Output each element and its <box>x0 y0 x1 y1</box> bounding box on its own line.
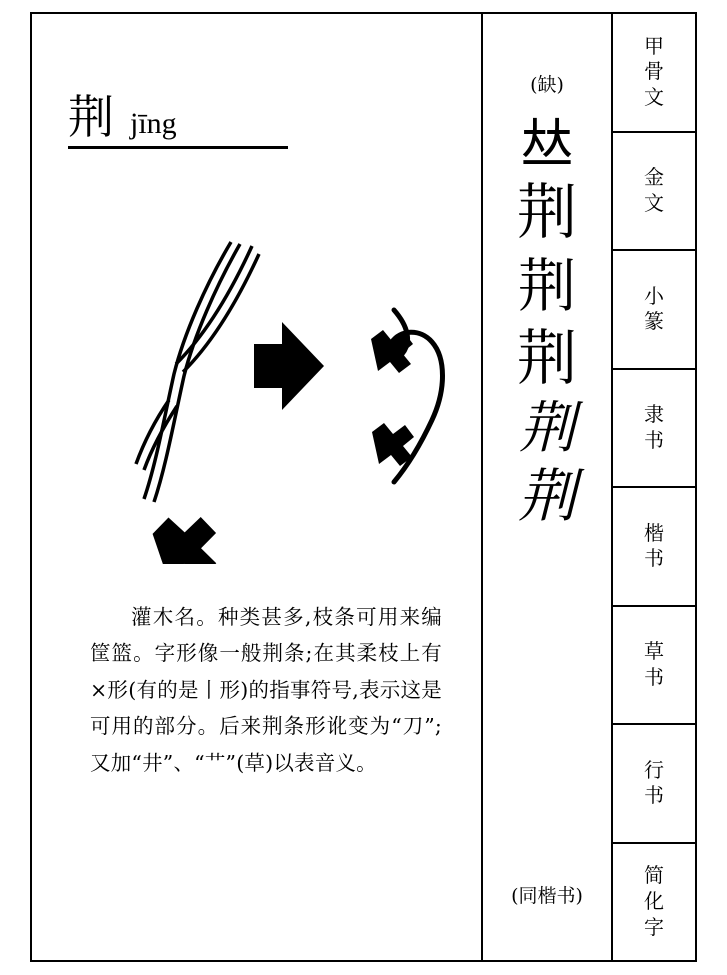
x-mark-upper-icon <box>151 511 222 564</box>
headword-block <box>68 90 288 149</box>
script-label-caoshu <box>613 607 695 726</box>
script-label-text: 隶书 <box>644 402 664 452</box>
script-form-xiaozhuan: 荆 <box>517 178 577 248</box>
explanation-text: 灌木名。种类甚多,枝条可用来编筐篮。字形像一般荆条;在其柔枝上有×形(有的是丨形)的指事符号,表示这是可用的部分。后来荆条形讹变为“刀”;又加“井”、“艹”(草)以表音义。 <box>90 605 442 775</box>
missing-form-note: (缺) <box>530 74 564 96</box>
script-form-caoshu: 荆 <box>519 396 575 461</box>
script-label-column <box>613 14 695 960</box>
script-label-xingshu <box>613 725 695 844</box>
headword-row <box>68 90 288 149</box>
script-forms-column <box>483 14 611 960</box>
main-panel <box>32 14 481 960</box>
script-label-jianhuazi <box>613 844 695 961</box>
illustration-evolution-diagram <box>56 214 476 564</box>
script-form-xingshu: 荆 <box>517 462 576 530</box>
script-label-kaishu <box>613 488 695 607</box>
script-form-list <box>517 97 577 881</box>
branch-drawing-icon <box>136 242 259 502</box>
script-label-lishu <box>613 370 695 489</box>
script-label-text: 行书 <box>644 757 664 808</box>
script-form-lishu: 荆 <box>517 252 576 320</box>
seal-x-mark-lower-icon <box>372 423 414 466</box>
script-label-text: 甲骨文 <box>644 33 664 110</box>
headword-pinyin: jīng <box>130 107 177 140</box>
script-label-xiaozhuan <box>613 251 695 370</box>
script-label-text: 金文 <box>644 165 664 215</box>
arrow-right-icon <box>254 322 324 410</box>
headword-character: 荆 <box>68 90 114 144</box>
script-label-text: 草书 <box>644 639 664 689</box>
script-form-kaishu: 荆 <box>517 324 577 394</box>
script-label-jinwen <box>613 133 695 252</box>
script-label-jiaguwen <box>613 14 695 133</box>
script-label-text: 小篆 <box>644 283 664 334</box>
script-label-text: 简化字 <box>644 863 664 939</box>
illustration-svg <box>56 214 476 564</box>
script-form-jinwen: 𠀤 <box>520 115 573 175</box>
script-label-text: 楷书 <box>644 520 664 571</box>
same-as-kaishu-note: (同楷书) <box>511 885 583 907</box>
